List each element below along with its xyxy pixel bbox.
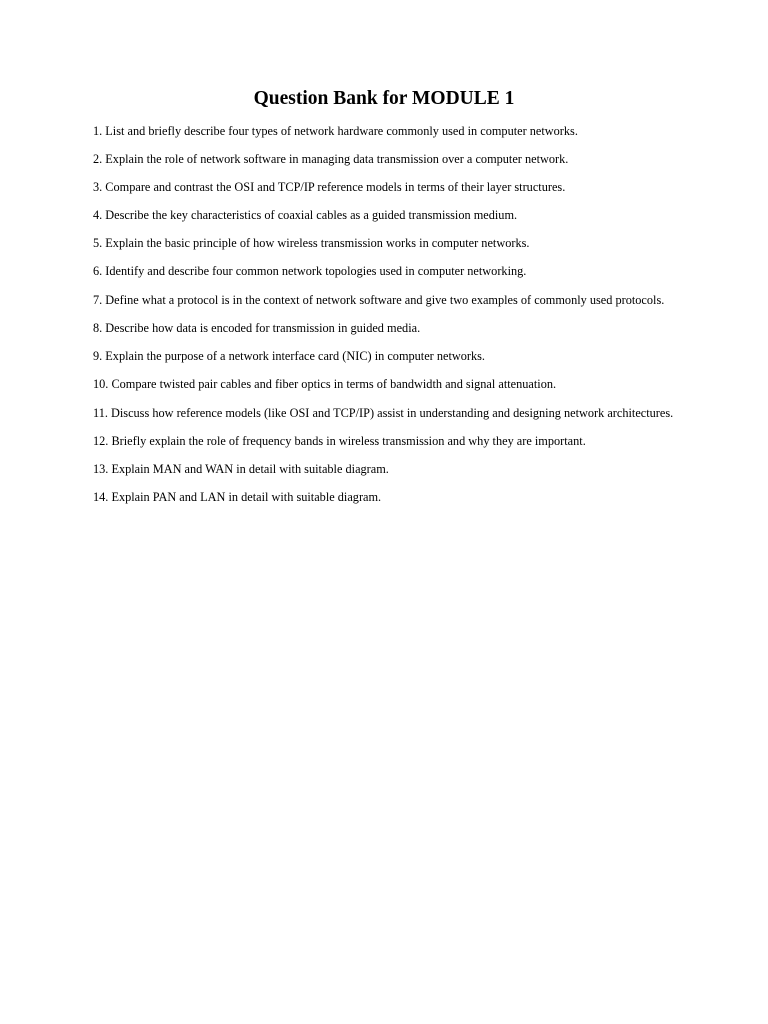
- question-item-10: 10. Compare twisted pair cables and fiber optics in terms of bandwidth and signal attenuation.: [93, 377, 557, 391]
- question-item-7: 7. Define what a protocol is in the context of network software and give two examples of commonly used protocols.: [93, 293, 665, 307]
- question-item-2: 2. Explain the role of network software in managing data transmission over a computer network.: [93, 152, 569, 166]
- question-item-11: 11. Discuss how reference models (like OSI and TCP/IP) assist in understanding and designing network architectures.: [93, 406, 674, 420]
- question-item-1: 1. List and briefly describe four types of network hardware commonly used in computer networks.: [93, 124, 578, 138]
- question-item-4: 4. Describe the key characteristics of coaxial cables as a guided transmission medium.: [93, 208, 518, 222]
- question-item-12: 12. Briefly explain the role of frequency bands in wireless transmission and why they are important.: [93, 434, 586, 448]
- question-item-9: 9. Explain the purpose of a network interface card (NIC) in computer networks.: [93, 349, 485, 363]
- question-list: [93, 124, 674, 504]
- question-item-5: 5. Explain the basic principle of how wireless transmission works in computer networks.: [93, 236, 530, 250]
- question-item-3: 3. Compare and contrast the OSI and TCP/IP reference models in terms of their layer structures.: [93, 180, 566, 194]
- question-item-14: 14. Explain PAN and LAN in detail with suitable diagram.: [93, 490, 382, 504]
- question-item-13: 13. Explain MAN and WAN in detail with suitable diagram.: [93, 462, 389, 476]
- document-title: Question Bank for MODULE 1: [253, 88, 515, 109]
- question-item-8: 8. Describe how data is encoded for transmission in guided media.: [93, 321, 421, 335]
- question-item-6: 6. Identify and describe four common network topologies used in computer networking.: [93, 264, 527, 278]
